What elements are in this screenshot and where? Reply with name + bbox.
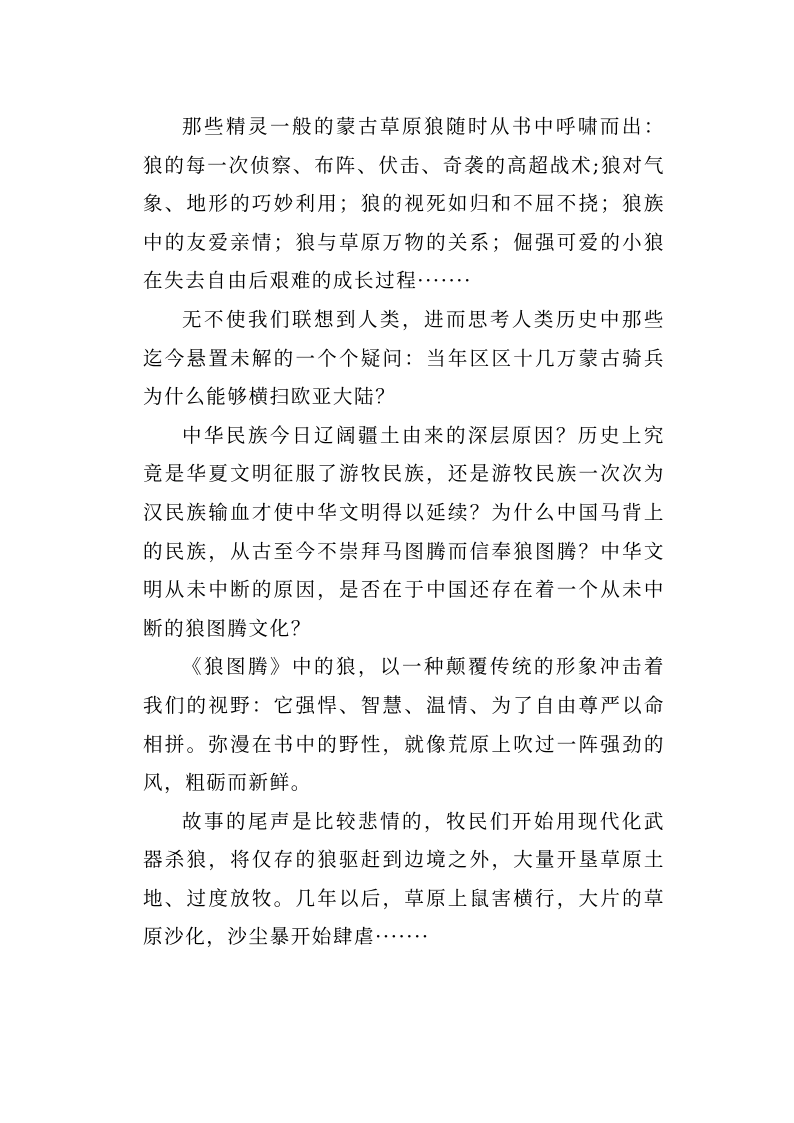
- paragraph-ending: 故事的尾声是比较悲情的，牧民们开始用现代化武器杀狼，将仅存的狼驱赶到边境之外，大量开垦草原土地、过度放牧。几年以后，草原上鼠害横行，大片的草原沙化，沙尘暴开始肆虐·······: [143, 809, 665, 949]
- paragraph-wolf-tactics: 那些精灵一般的蒙古草原狼随时从书中呼啸而出：狼的每一次侦察、布阵、伏击、奇袭的高超战术;狼对气象、地形的巧妙利用；狼的视死如归和不屈不挠；狼族中的友爱亲情；狼与草原万物的关系；倔强可爱的小狼在失去自由后艰难的成长过程·······: [143, 115, 665, 293]
- paragraph-human-history: 无不使我们联想到人类，进而思考人类历史中那些迄今悬置未解的一个个疑问：当年区区十几万蒙古骑兵为什么能够横扫欧亚大陆？: [143, 307, 665, 409]
- paragraph-chinese-civilization: 中华民族今日辽阔疆土由来的深层原因？历史上究竟是华夏文明征服了游牧民族，还是游牧民族一次次为汉民族输血才使中华文明得以延续？为什么中国马背上的民族，从古至今不崇拜马图腾而信奉狼图腾？中华文明从未中断的原因，是否在于中国还存在着一个从未中断的狼图腾文化？: [143, 423, 665, 640]
- paragraph-wolf-totem-image: 《狼图腾》中的狼，以一种颠覆传统的形象冲击着我们的视野：它强悍、智慧、温情、为了自由尊严以命相拼。弥漫在书中的野性，就像荒原上吹过一阵强劲的风，粗砺而新鲜。: [143, 655, 665, 795]
- document-body: [143, 108, 665, 957]
